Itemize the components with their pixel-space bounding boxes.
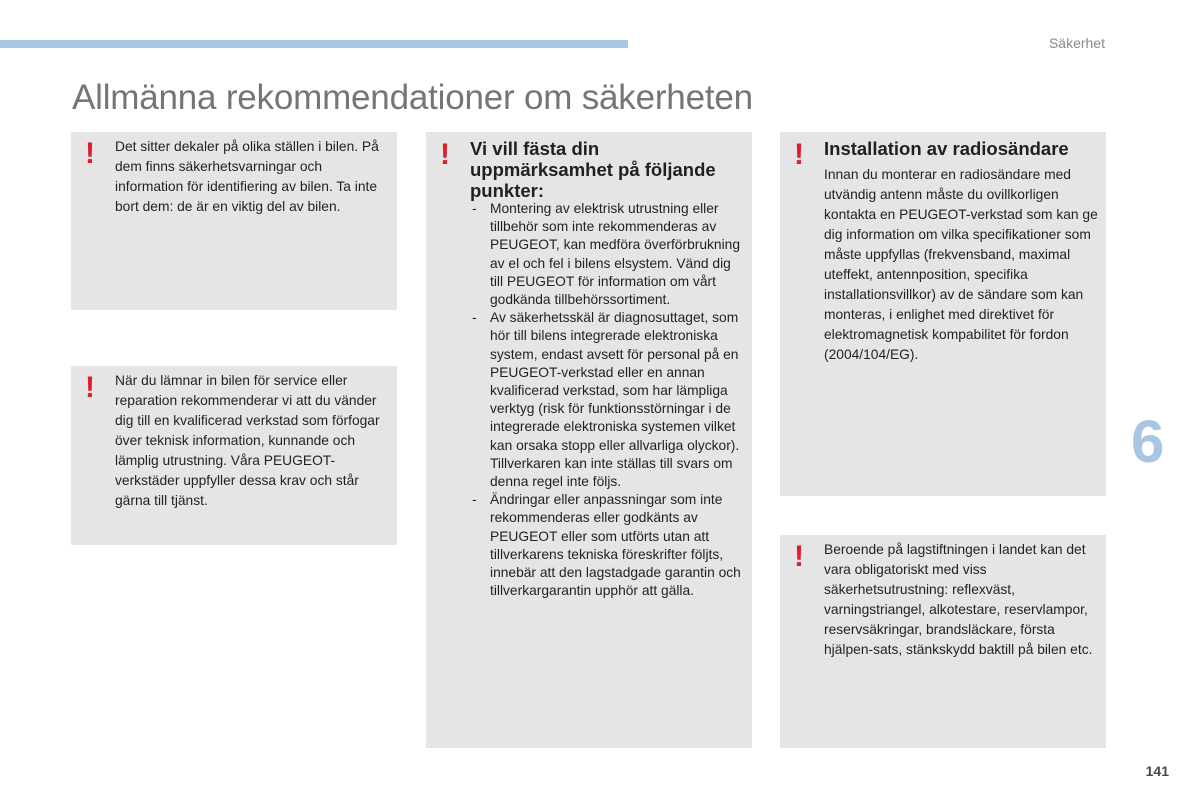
- service-warning-text: När du lämnar in bilen för service eller reparation rekommenderar vi att du vänder dig till en kvalificerad verkstad som förfogar över teknisk information, kunnande och lämplig utrustning. Våra PEUGEOT-verkstäder uppfyller dessa krav och står gärna till tjänst.: [115, 373, 380, 508]
- attention-box: [426, 132, 752, 748]
- warning-icon: !: [85, 137, 95, 170]
- labels-warning-box: [71, 132, 397, 310]
- radio-transmitter-box: [780, 132, 1106, 496]
- radio-heading: Installation av radiosändare: [824, 138, 1069, 159]
- service-warning-box: [71, 366, 397, 545]
- warning-icon: !: [794, 540, 804, 573]
- legal-equipment-text: Beroende på lagstiftningen i landet kan det vara obligatoriskt med viss säkerhetsutrustning: reflexväst, varningstriangel, alkotestare, reservlampor, reservsäkringar, brandsläckare, första hjälpen-sats, stänkskydd baktill på bilen etc.: [824, 542, 1093, 657]
- radio-text: Innan du monterar en radiosändare med utvändig antenn måste du ovillkorligen kontakta en PEUGEOT-verkstad som kan ge dig information om vilka specifikationer som måste uppfyllas (frekvensband, maximal uteffekt, antennposition, specifika installationsvillkor) av de sändare som kan monteras, i enlighet med direktivet för elektromagnetisk kompabilitet för fordon (2004/104/EG).: [824, 167, 1098, 362]
- list-item: - Av säkerhetsskäl är diagnosuttaget, som hör till bilens integrerade elektroniska system, endast avsett för personal på en PEUGEOT-verkstad eller en annan kvalificerad verkstad, som har lämpliga verktyg (risk för funktionsstörningar i de integrerade elektroniska systemen vilket kan orsaka stopp eller allvarliga olyckor). Tillverkaren kan inte ställas till svars om denna regel inte följs.: [470, 309, 742, 491]
- page-title: Allmänna rekommendationer om säkerheten: [72, 78, 753, 117]
- page-number: 141: [1145, 763, 1169, 779]
- chapter-number: 6: [1131, 408, 1165, 475]
- warning-icon: !: [440, 138, 450, 171]
- accent-bar: [0, 40, 628, 48]
- section-label: Säkerhet: [1048, 35, 1105, 51]
- attention-heading: Vi vill fästa din uppmärksamhet på följande punkter:: [470, 138, 716, 201]
- list-item: - Ändringar eller anpassningar som inte rekommenderas eller godkänts av PEUGEOT eller som utförts utan att tillverkarens tekniska föreskrifter följts, innebär att den lagstadgade garantin och tillverkargarantin upphör att gälla.: [470, 491, 742, 600]
- list-item: - Montering av elektrisk utrustning eller tillbehör som inte rekommenderas av PEUGEOT, kan medföra överförbrukning av el och fel i bilens elsystem. Vänd dig till PEUGEOT för information om vårt godkända tillbehörssortiment.: [470, 200, 742, 309]
- attention-list: [470, 200, 742, 600]
- labels-warning-text: Det sitter dekaler på olika ställen i bilen. På dem finns säkerhetsvarningar och information för identifiering av bilen. Ta inte bort dem: de är en viktig del av bilen.: [115, 139, 379, 214]
- warning-icon: !: [85, 371, 95, 404]
- legal-equipment-box: [780, 535, 1106, 748]
- warning-icon: !: [794, 138, 804, 171]
